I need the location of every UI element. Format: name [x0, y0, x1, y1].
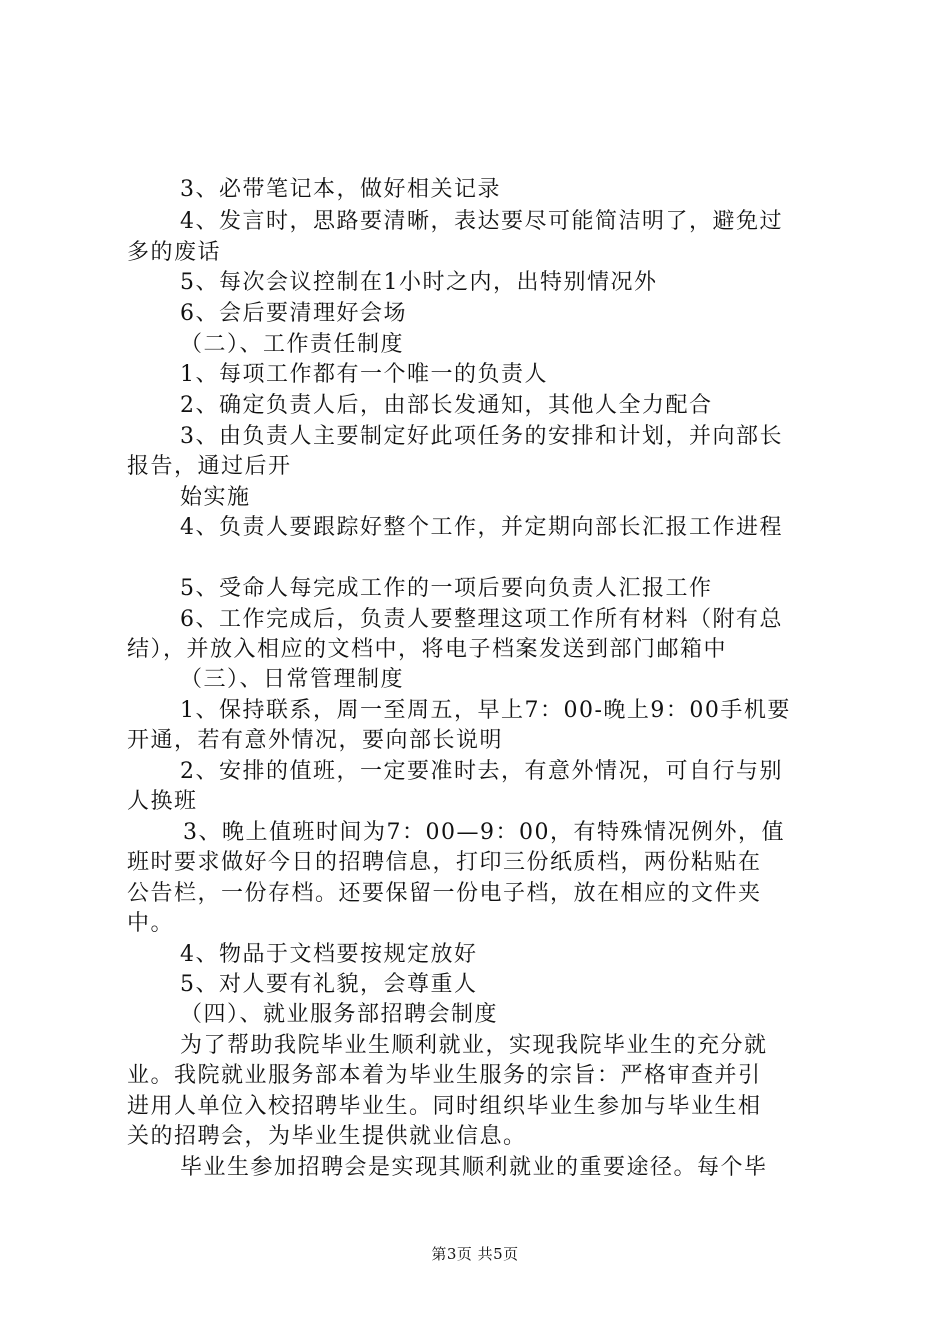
text-line: 人换班 [127, 789, 198, 814]
text-line: 4、负责人要跟踪好整个工作，并定期向部长汇报工作进程 [180, 515, 783, 540]
text-line: 6、工作完成后，负责人要整理这项工作所有材料（附有总 [180, 607, 783, 632]
section-heading: （四）、就业服务部招聘会制度 [180, 1002, 499, 1027]
text-line: 5、受命人每完成工作的一项后要向负责人汇报工作 [180, 576, 713, 601]
text-line: 2、确定负责人后，由部长发通知，其他人全力配合 [180, 393, 713, 418]
text-line: 3、晚上值班时间为7：00—9：00，有特殊情况例外，值 [183, 820, 785, 845]
text-line: 1、保持联系，周一至周五，早上7：00-晚上9：00手机要 [180, 698, 791, 723]
text-line: 2、安排的值班，一定要准时去，有意外情况，可自行与别 [180, 759, 783, 784]
text-line: 3、由负责人主要制定好此项任务的安排和计划，并向部长 [180, 424, 783, 449]
text-line: 业。我院就业服务部本着为毕业生服务的宗旨：严格审查并引 [127, 1063, 762, 1088]
text-line: 5、对人要有礼貌，会尊重人 [180, 972, 478, 997]
text-line: 5、每次会议控制在1小时之内，出特别情况外 [180, 270, 658, 295]
text-line: 1、每项工作都有一个唯一的负责人 [180, 362, 548, 387]
page-number-footer: 第3页 共5页 [431, 1245, 519, 1263]
text-line: 中。 [127, 911, 175, 936]
text-line: 进用人单位入校招聘毕业生。同时组织毕业生参加与毕业生相 [127, 1094, 762, 1119]
text-line: 4、物品于文档要按规定放好 [180, 942, 478, 967]
section-heading: （二）、工作责任制度 [180, 332, 405, 357]
text-line: 班时要求做好今日的招聘信息，打印三份纸质档，两份粘贴在 [127, 850, 762, 875]
text-line: 为了帮助我院毕业生顺利就业，实现我院毕业生的充分就 [180, 1033, 768, 1058]
text-line: 始实施 [180, 485, 251, 510]
text-line: 关的招聘会，为毕业生提供就业信息。 [127, 1124, 527, 1149]
text-line: 6、会后要清理好会场 [180, 301, 407, 326]
text-line: 4、发言时，思路要清晰，表达要尽可能简洁明了，避免过 [180, 209, 783, 234]
section-heading: （三）、日常管理制度 [180, 667, 405, 692]
text-line: 多的废话 [127, 240, 222, 265]
text-line: 报告，通过后开 [127, 454, 292, 479]
text-line: 毕业生参加招聘会是实现其顺利就业的重要途径。每个毕 [180, 1155, 768, 1180]
text-line: 结），并放入相应的文档中，将电子档案发送到部门邮箱中 [127, 637, 728, 662]
text-line: 开通，若有意外情况，要向部长说明 [127, 728, 504, 753]
text-line: 3、必带笔记本，做好相关记录 [180, 177, 501, 202]
text-line: 公告栏，一份存档。还要保留一份电子档，放在相应的文件夹 [127, 881, 762, 906]
